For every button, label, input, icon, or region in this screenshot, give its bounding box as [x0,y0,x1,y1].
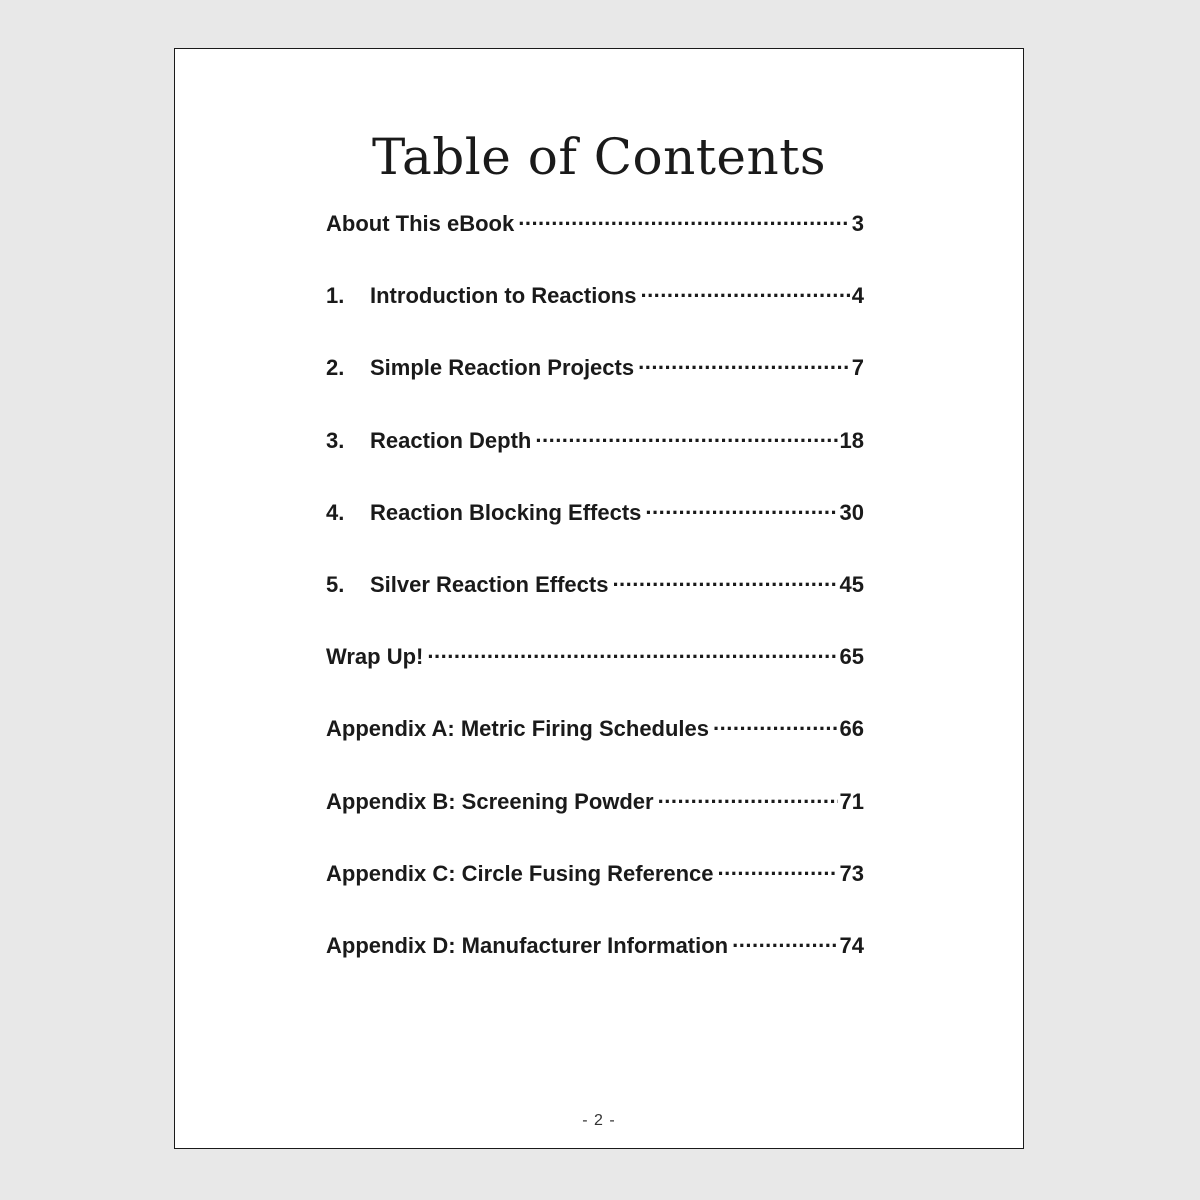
toc-entry-chapter-5[interactable] [326,570,864,642]
toc-page-number: 30 [839,499,864,525]
document-page [174,48,1024,1149]
toc-page-number: 7 [851,355,864,381]
toc-dot-leader [713,714,838,736]
toc-page-number: 66 [839,716,864,742]
toc-page-number: 18 [839,427,864,453]
toc-chapter-number: 5. [326,571,345,597]
toc-entry-label: Simple Reaction Projects [370,355,635,381]
toc-entry-appendix-a[interactable] [326,714,864,786]
toc-chapter-number: 4. [326,499,345,525]
toc-dot-leader [658,787,838,809]
toc-entry-chapter-2[interactable] [326,353,864,425]
toc-entry-appendix-c[interactable] [326,859,864,931]
toc-entry-label: Appendix A: Metric Firing Schedules [326,716,710,742]
toc-chapter-number: 1. [326,283,345,309]
toc-entry-chapter-3[interactable] [326,426,864,498]
toc-entry-label: Reaction Depth [370,427,532,453]
toc-chapter-number: 3. [326,427,345,453]
toc-entry-label: Appendix B: Screening Powder [326,788,654,814]
toc-entry-chapter-4[interactable] [326,498,864,570]
toc-entry-label: Wrap Up! [326,644,424,670]
toc-dot-leader [640,281,849,303]
toc-entry-chapter-1[interactable] [326,281,864,353]
toc-page-number: 74 [839,932,864,958]
toc-dot-leader [638,353,850,375]
toc-dot-leader [612,570,837,592]
toc-entry-label: Silver Reaction Effects [370,571,609,597]
toc-entry-wrap-up[interactable] [326,642,864,714]
toc-dot-leader [732,931,837,953]
toc-page-number: 45 [839,571,864,597]
toc-page-number: 4 [851,283,864,309]
page-number-footer: - 2 - [582,1112,616,1129]
toc-page-number: 3 [851,211,864,236]
toc-dot-leader [427,642,837,664]
toc-entry-label: Appendix D: Manufacturer Information [326,932,729,958]
toc-entry-appendix-b[interactable] [326,787,864,859]
toc-entry-label: Introduction to Reactions [370,283,637,309]
toc-page-number: 71 [839,788,864,814]
toc-entry-label: Reaction Blocking Effects [370,499,642,525]
toc-entry-label: About This eBook [326,211,515,236]
toc-dot-leader [718,859,838,881]
toc-page-number: 65 [839,644,864,670]
table-of-contents [326,209,864,1003]
toc-dot-leader [645,498,837,520]
page-title: Table of Contents [372,128,826,186]
toc-dot-leader [518,209,850,231]
toc-dot-leader [535,426,837,448]
toc-entry-label: Appendix C: Circle Fusing Reference [326,860,714,886]
toc-chapter-number: 2. [326,355,345,381]
toc-entry-about[interactable] [326,209,864,281]
toc-entry-appendix-d[interactable] [326,931,864,1003]
toc-page-number: 73 [839,860,864,886]
